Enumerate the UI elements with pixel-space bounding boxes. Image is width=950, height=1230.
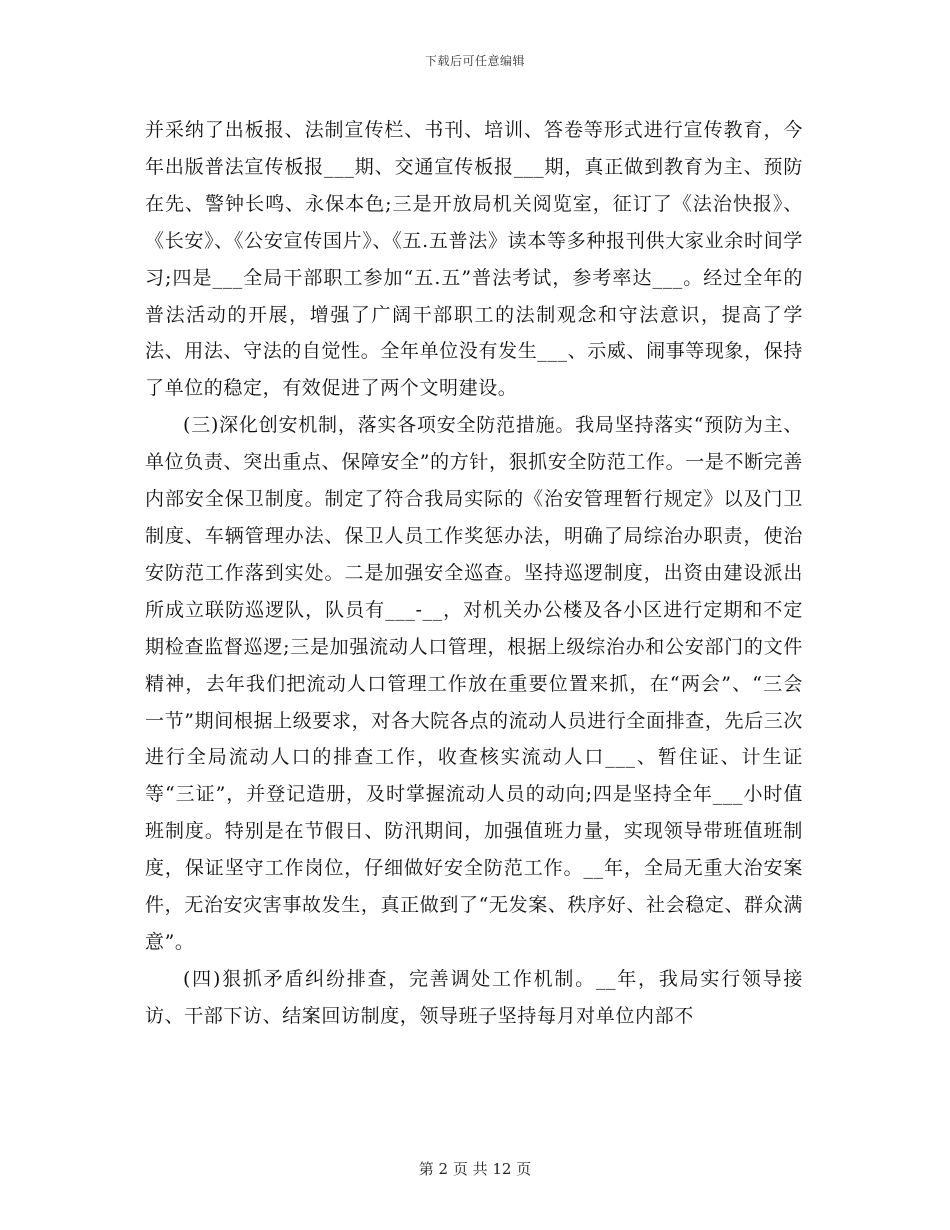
page-header: 下载后可任意编辑 — [424, 54, 525, 68]
paragraph-dispute-mediation: (四)狠抓矛盾纠纷排查，完善调处工作机制。__年，我局实行领导接访、干部下访、结案回访制度，领导班子坚持每月对单位内部不 — [145, 967, 803, 1027]
page-number-footer: 第 2 页 共 12 页 — [418, 1160, 532, 1178]
document-body — [145, 112, 803, 1035]
paragraph-publicity-education: 并采纳了出板报、法制宣传栏、书刊、培训、答卷等形式进行宣传教育，今年出版普法宣传板报___期、交通宣传板报___期，真正做到教育为主、预防在先、警钟长鸣、永保本色;三是开放局机关阅览室，征订了《法治快报》、《长安》、《公安宣传国片》、《五.五普法》读本等多种报刊供大家业余时间学习;四是___全局干部职工参加“五.五”普法考试，参考率达___。经过全年的普法活动的开展，增强了广阔干部职工的法制观念和守法意识，提高了学法、用法、守法的自觉性。全年单位没有发生___、示威、闹事等现象，保持了单位的稳定，有效促进了两个文明建设。 — [145, 119, 803, 400]
paragraph-security-measures: (三)深化创安机制，落实各项安全防范措施。我局坚持落实“预防为主、单位负责、突出重点、保障安全”的方针，狠抓安全防范工作。一是不断完善内部安全保卫制度。制定了符合我局实际的《治安管理暂行规定》以及门卫制度、车辆管理办法、保卫人员工作奖惩办法，明确了局综治办职责，使治安防范工作落到实处。二是加强安全巡查。坚持巡逻制度，出资由建设派出所成立联防巡逻队，队员有___-__，对机关办公楼及各小区进行定期和不定期检查监督巡逻;三是加强流动人口管理，根据上级综治办和公安部门的文件精神，去年我们把流动人口管理工作放在重要位置来抓，在“两会”、“三会一节”期间根据上级要求，对各大院各点的流动人员进行全面排查，先后三次进行全局流动人口的排查工作，收查核实流动人口___、暂住证、计生证等“三证”，并登记造册，及时掌握流动人员的动向;四是坚持全年___小时值班制度。特别是在节假日、防汛期间，加强值班力量，实现领导带班值班制度，保证坚守工作岗位，仔细做好安全防范工作。__年，全局无重大治安案件，无治安灾害事故发生，真正做到了“无发案、秩序好、社会稳定、群众满意”。 — [145, 414, 803, 953]
